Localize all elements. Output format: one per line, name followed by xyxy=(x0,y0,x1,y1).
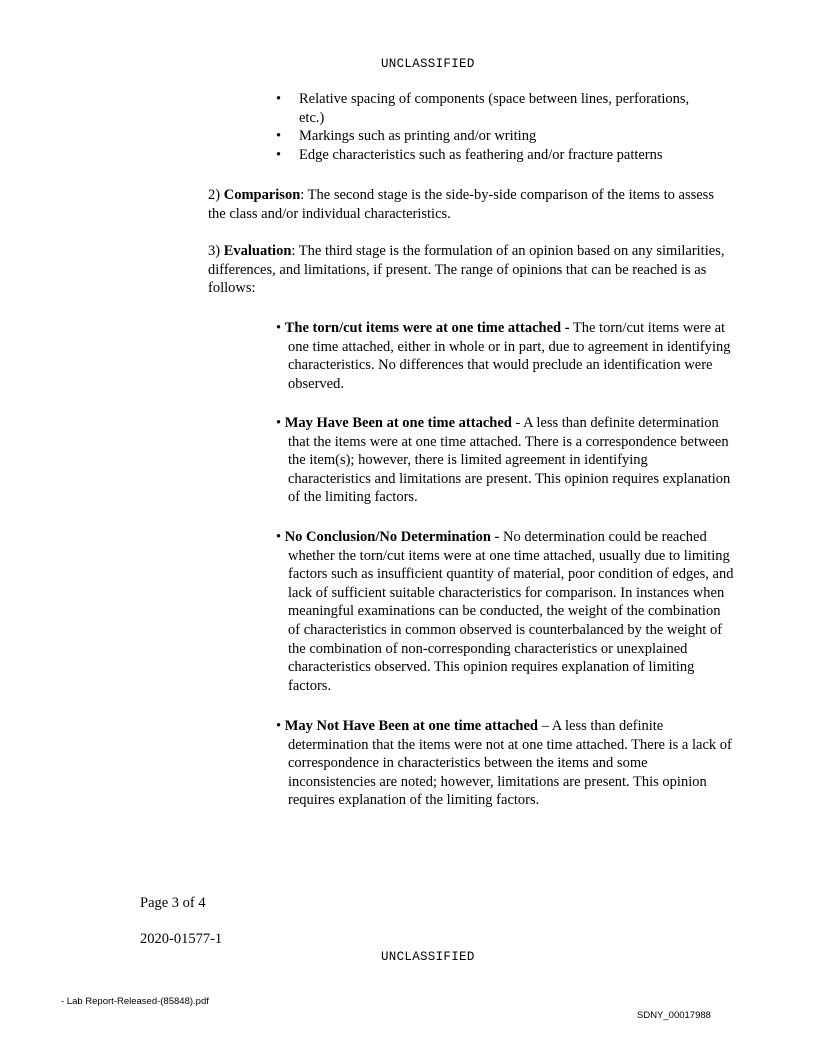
evaluation-paragraph xyxy=(208,242,728,298)
comparison-text: : The second stage is the side-by-side comparison of the items to assess the class and/or individual characteristics. xyxy=(208,187,714,222)
bullet: • xyxy=(276,529,282,545)
opinion-text: The torn/cut items were at one time attached, either in whole or in part, due to agreement in identifying characteristics. No differences that would preclude an identification were observed. xyxy=(288,320,731,392)
report-number: 2020-01577-1 xyxy=(140,931,223,947)
characteristics-list xyxy=(276,90,716,164)
bates-number: SDNY_00017988 xyxy=(637,1010,711,1021)
opinion-title: No Conclusion/No Determination - xyxy=(284,529,500,545)
evaluation-text: : The third stage is the formulation of an opinion based on any similarities, differences, and limitations, if present. The range of opinions that can be reached is as follows: xyxy=(208,243,725,297)
header-classification: UNCLASSIFIED xyxy=(381,57,475,71)
bullet: • xyxy=(276,415,282,431)
page-number: Page 3 of 4 xyxy=(140,895,206,911)
opinion-may-not-have-been xyxy=(264,717,734,810)
opinion-text: No determination could be reached whether the torn/cut items were at one time attached, usually due to limiting factors such as insufficient quantity of material, poor condition of edges, and lack of sufficient suitable characteristics for comparison. In instances when meaningful examinations can be conducted, the weight of the combination of characteristics in common observed is counterbalanced by the weight of the combination of non-corresponding characteristics or unexplained characteristics observed. This opinion requires explanation of limiting factors. xyxy=(288,529,734,694)
opinion-title: May Have Been at one time attached xyxy=(284,415,512,431)
list-item: • Edge characteristics such as feathering and/or fracture patterns xyxy=(276,146,716,165)
opinion-may-have-been xyxy=(264,414,734,507)
comparison-number: 2) xyxy=(208,187,221,203)
bullet: • xyxy=(276,320,282,336)
opinion-attached xyxy=(264,319,734,393)
opinion-no-conclusion xyxy=(264,528,734,695)
source-filename: - Lab Report-Released-(85848).pdf xyxy=(61,996,209,1007)
opinion-title: May Not Have Been at one time attached xyxy=(284,718,538,734)
opinion-text: - A less than definite determination that the items were at one time attached. There is a correspondence between the item(s); however, there is limited agreement in identifying characteristics and limitations are present. This opinion requires explanation of the limiting factors. xyxy=(288,415,731,506)
bullet: • xyxy=(276,718,282,734)
opinion-title: The torn/cut items were at one time attached - xyxy=(284,320,570,336)
comparison-title: Comparison xyxy=(223,187,301,203)
opinion-text: – A less than definite determination that the items were not at one time attached. There is a lack of correspondence in characteristics between the items and some inconsistencies are noted; however, limitations are present. This opinion requires explanation of the limiting factors. xyxy=(288,718,732,809)
evaluation-title: Evaluation xyxy=(223,243,292,259)
evaluation-number: 3) xyxy=(208,243,221,259)
footer-classification: UNCLASSIFIED xyxy=(381,950,475,964)
comparison-paragraph xyxy=(208,186,728,223)
list-item: • Relative spacing of components (space between lines, perforations, etc.) xyxy=(276,90,716,127)
list-item: • Markings such as printing and/or writing xyxy=(276,127,716,146)
